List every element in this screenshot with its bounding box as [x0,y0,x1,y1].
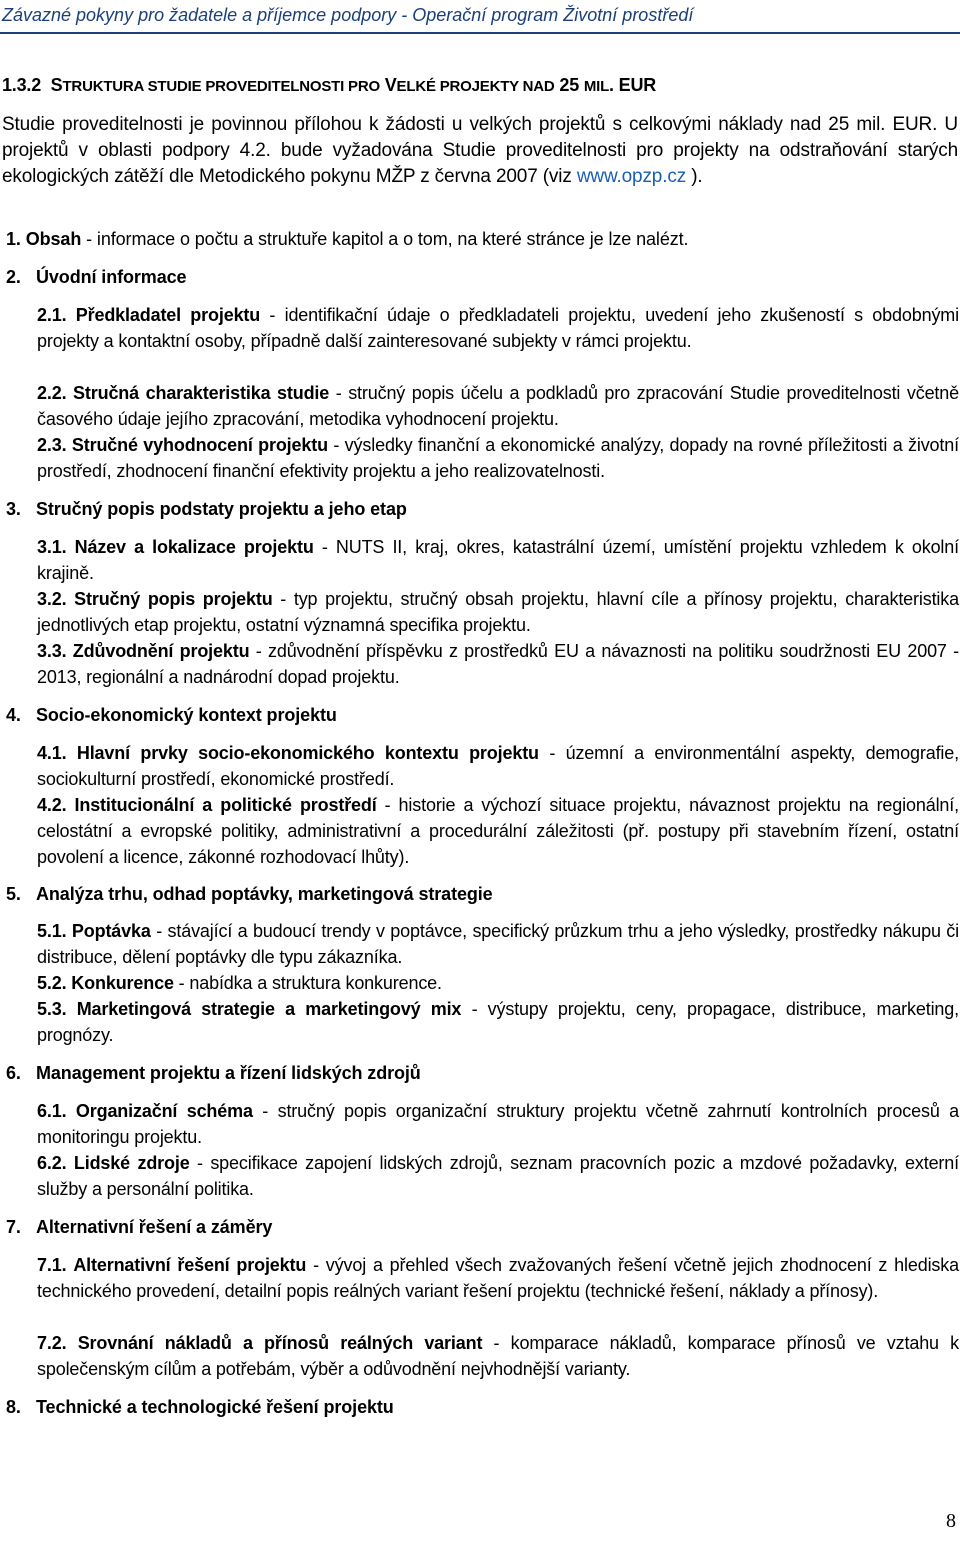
subitem-title: Srovnání nákladů a přínosů reálných variant [77,1333,483,1353]
subitem-2-3 [37,432,959,484]
subitem-title: Institucionální a politické prostředí [74,795,377,815]
subitem-number: 3.2. [37,589,67,609]
subitem-title: Stručné vyhodnocení projektu [71,435,328,455]
subitem-number: 2.2. [37,383,67,403]
subitem-desc: - zdůvodnění příspěvku z prostředků EU a návaznosti na politiku soudržnosti EU 2007 - 2013, regionální a nadnárodní dopad projektu. [37,641,959,687]
heading-title: Technické a technologické řešení projektu [36,1397,394,1417]
subitem-number: 4.1. [37,743,67,763]
subitem-desc: - specifikace zapojení lidských zdrojů, seznam pracovních pozic a mzdové požadavky, externí služby a personální politika. [37,1153,959,1199]
subitem-number: 5.3. [37,999,67,1019]
subitem-desc: - výsledky finanční a ekonomické analýzy, dopady na rovné příležitosti a životní prostředí, zhodnocení finanční efektivity projektu a jeho realizovatelnosti. [37,435,959,481]
subitem-title: Stručná charakteristika studie [73,383,330,403]
subitem-number: 6.2. [37,1153,67,1173]
subitem-4-1 [37,740,959,792]
section-heading-8 [6,1394,958,1420]
section-heading-6 [6,1060,958,1086]
heading-title: Alternativní řešení a záměry [36,1217,273,1237]
heading-title: Úvodní informace [36,267,187,287]
intro-paragraph [2,112,958,190]
subitem-title: Marketingová strategie a marketingový mix [76,999,462,1019]
subitem-number: 4.2. [37,795,67,815]
subitem-desc: - nabídka a struktura konkurence. [173,973,442,993]
subitem-3-1 [37,534,959,586]
subitem-5-1 [37,918,959,970]
subitem-desc: - vývoj a přehled všech zvažovaných řešení včetně jejich zhodnocení z hlediska technického provedení, detailní popis reálných variant řešení projektu (technické řešení, náklady a přínosy). [37,1255,959,1301]
heading-title: Stručný popis podstaty projektu a jeho etap [36,499,407,519]
heading-number: 7. [6,1217,21,1237]
subitem-title: Stručný popis projektu [74,589,273,609]
intro-text-end: ). [686,166,703,187]
subitem-5-3 [37,996,959,1048]
subitem-desc: - výstupy projektu, ceny, propagace, distribuce, marketing, prognózy. [37,999,960,1045]
subitem-desc: - identifikační údaje o předkladateli projektu, uvedení jeho zkušeností s obdobnými projekty a kontaktní osoby, případně další zainteresované subjekty v rámci projektu. [37,305,959,351]
heading-title: Analýza trhu, odhad poptávky, marketingová strategie [36,884,493,904]
subitem-6-2 [37,1150,959,1202]
heading-title: Management projektu a řízení lidských zdrojů [36,1063,421,1083]
page-number: 8 [946,1510,956,1532]
subitem-number: 2.1. [37,305,67,325]
item-obsah [6,226,958,252]
subitem-number: 3.3. [37,641,67,661]
subitem-title: Zdůvodnění projektu [72,641,250,661]
item-number: 1. [6,229,21,249]
subitem-number: 2.3. [37,435,67,455]
subitem-desc: - historie a výchozí situace projektu, návaznost projektu na regionální, celostátní a evropské politiky, administrativní a procedurální záležitosti (př. postupy při stavebním řízení, ostatní povolení a licence, zákonné rozhodovací lhůty). [37,795,959,867]
subitem-6-1 [37,1098,959,1150]
subitem-number: 5.2. [37,973,67,993]
subitem-title: Organizační schéma [75,1101,253,1121]
section-heading [2,72,656,100]
opzp-link[interactable]: www.opzp.cz [576,166,687,187]
subitem-desc: - komparace nákladů, komparace přínosů ve vztahu k společenským cílům a potřebám, výběr a odůvodnění nejvhodnější varianty. [37,1333,960,1379]
subitem-number: 7.1. [37,1255,67,1275]
item-desc: - informace o počtu a struktuře kapitol a o tom, na které stránce je lze nalézt. [81,229,689,249]
subitem-2-1 [37,302,959,354]
subitem-7-2 [37,1330,959,1382]
subitem-desc: - typ projektu, stručný obsah projektu, hlavní cíle a přínosy projektu, charakteristika jednotlivých etap projektu, ostatní významná specifika projektu. [37,589,959,635]
heading-number: 2. [6,267,21,287]
subitem-title: Alternativní řešení projektu [73,1255,307,1275]
heading-number: 6. [6,1063,21,1083]
subitem-2-2 [37,380,959,432]
subitem-title: Poptávka [71,921,151,941]
subitem-desc: - územní a environmentální aspekty, demografie, sociokulturní prostředí, ekonomické prostředí. [37,743,959,789]
heading-number: 5. [6,884,21,904]
intro-text: Studie proveditelnosti je povinnou přílohou k žádosti u velkých projektů s celkovými náklady nad 25 mil. EUR. U projektů v oblasti podpory 4.2. bude vyžadována Studie proveditelnosti pro projekty na odstraňování starých ekologických zátěží dle Metodického pokynu MŽP z června 2007 (viz [2,114,958,187]
subitem-number: 6.1. [37,1101,67,1121]
subitem-title: Konkurence [71,973,174,993]
subitem-title: Předkladatel projektu [75,305,261,325]
section-heading-5 [6,881,958,907]
subitem-desc: - stručný popis organizační struktury projektu včetně zahrnutí kontrolních procesů a monitoringu projektu. [37,1101,959,1147]
page-header: Závazné pokyny pro žadatele a příjemce podpory - Operační program Životní prostředí [0,0,960,34]
subitem-number: 5.1. [37,921,67,941]
heading-number: 3. [6,499,21,519]
subitem-title: Lidské zdroje [73,1153,190,1173]
subitem-title: Hlavní prvky socio-ekonomického kontextu projektu [76,743,539,763]
subitem-desc: - stručný popis účelu a podkladů pro zpracování Studie proveditelnosti včetně časového údaje jejího zpracování, metodika vyhodnocení projektu. [37,383,960,429]
item-title: Obsah [25,229,82,249]
section-heading-3 [6,496,958,522]
section-heading-7 [6,1214,958,1240]
subitem-7-1 [37,1252,959,1304]
subitem-number: 3.1. [37,537,67,557]
section-heading-4 [6,702,958,728]
subitem-3-2 [37,586,959,638]
subitem-number: 7.2. [37,1333,67,1353]
section-title: STRUKTURA STUDIE PROVEDITELNOSTI PRO VELKÉ PROJEKTY NAD 25 MIL. EUR [50,75,657,95]
heading-number: 4. [6,705,21,725]
subitem-5-2 [37,970,959,996]
subitem-desc: - NUTS II, kraj, okres, katastrální území, umístění projektu vzhledem k okolní krajině. [37,537,959,583]
heading-number: 8. [6,1397,21,1417]
subitem-3-3 [37,638,959,690]
section-heading-2 [6,264,958,290]
subitem-4-2 [37,792,959,870]
subitem-desc: - stávající a budoucí trendy v poptávce, specifický průzkum trhu a jeho výsledky, prostředky nákupu či distribuce, dělení poptávky dle typu zákazníka. [37,921,959,967]
section-number: 1.3.2 [2,75,42,95]
heading-title: Socio-ekonomický kontext projektu [36,705,337,725]
subitem-title: Název a lokalizace projektu [74,537,314,557]
